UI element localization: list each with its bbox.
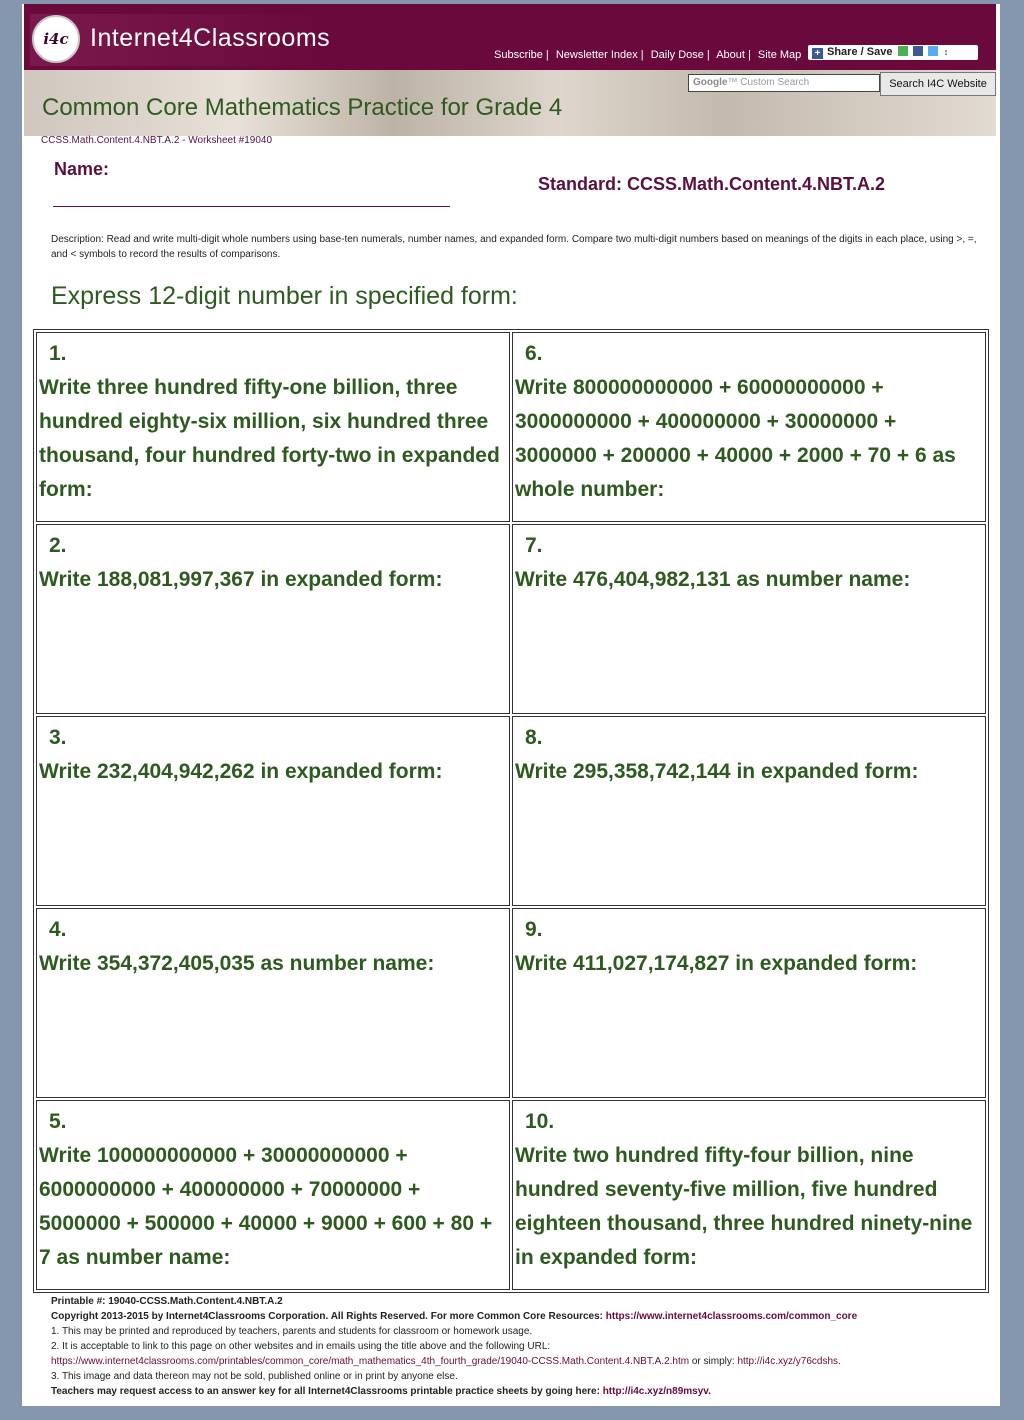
- question-text: Write 411,027,174,827 in expanded form:: [515, 952, 918, 975]
- footer-note-2: 2. It is acceptable to link to this page on other websites and in emails using the title above and the following URL:: [51, 1341, 551, 1352]
- google-brand: Google: [693, 77, 728, 88]
- nav-separator: |: [640, 49, 644, 61]
- page-title: Common Core Mathematics Practice for Grade 4: [42, 94, 563, 121]
- question-number: 4.: [49, 918, 67, 941]
- nav-subscribe[interactable]: Subscribe: [494, 49, 543, 61]
- share-label: Share / Save: [827, 46, 893, 58]
- question-cell: [512, 1100, 986, 1290]
- common-core-link[interactable]: https://www.internet4classrooms.com/common_core: [605, 1311, 858, 1322]
- question-number: 7.: [525, 534, 543, 557]
- name-label: Name:: [54, 159, 110, 179]
- nav-separator: |: [747, 49, 751, 61]
- question-number: 2.: [49, 534, 67, 557]
- worksheet-page: [22, 4, 1000, 1406]
- question-number: 1.: [49, 342, 67, 365]
- name-blank-line: [53, 206, 450, 207]
- question-text: Write 188,081,997,367 in expanded form:: [39, 568, 443, 591]
- site-logo[interactable]: [30, 14, 330, 66]
- question-text: Write 295,358,742,144 in expanded form:: [515, 760, 919, 783]
- standard-label: Standard: CCSS.Math.Content.4.NBT.A.2: [538, 174, 886, 194]
- question-cell: [36, 716, 510, 906]
- search-button[interactable]: Search I4C Website: [880, 72, 996, 96]
- nav-separator: |: [545, 49, 549, 61]
- question-cell: [512, 332, 986, 522]
- answer-key-link[interactable]: http://i4c.xyz/n89msyv: [602, 1386, 709, 1397]
- footer-url-line: https://www.internet4classrooms.com/printables/common_core/math_mathematics_4th_fourth_grade/19040-CCSS.Math.Content.4.NBT.A.2.htm or simply: http://i4c.xyz/y76cdshs.: [51, 1356, 841, 1367]
- short-url-link[interactable]: http://i4c.xyz/y76cdshs: [737, 1356, 839, 1367]
- share-plus-icon: +: [812, 48, 823, 59]
- question-cell: [36, 908, 510, 1098]
- nav-separator: |: [706, 49, 710, 61]
- top-navigation: [494, 49, 801, 61]
- question-cell: [36, 332, 510, 522]
- answer-key-text: Teachers may request access to an answer key for all Internet4Classrooms printable practice sheets by going here:: [51, 1386, 600, 1397]
- footer-note-3: 3. This image and data thereon may not be sold, published online or in print by anyone else.: [51, 1371, 458, 1382]
- breadcrumb: CCSS.Math.Content.4.NBT.A.2 - Worksheet #19040: [41, 135, 273, 146]
- answer-key-line: Teachers may request access to an answer key for all Internet4Classrooms printable practice sheets by going here: http://i4c.xyz/n89msyv.: [51, 1386, 711, 1397]
- logo-mark-icon: i4c: [32, 15, 80, 63]
- question-number: 6.: [525, 342, 543, 365]
- question-number: 3.: [49, 726, 67, 749]
- share-email-icon: [898, 46, 908, 56]
- nav-daily-dose[interactable]: Daily Dose: [650, 49, 704, 61]
- nav-about[interactable]: About: [716, 49, 745, 61]
- footer-note-1: 1. This may be printed and reproduced by teachers, parents and students for classroom or homework usage.: [51, 1326, 533, 1337]
- question-text: Write 354,372,405,035 as number name:: [39, 952, 435, 975]
- question-cell: [512, 716, 986, 906]
- search-placeholder: Custom Search: [740, 77, 810, 88]
- chevron-updown-icon: ↕: [943, 47, 949, 57]
- question-cell: [512, 524, 986, 714]
- description: Description: Read and write multi-digit whole numbers using base-ten numerals, number names, and expanded form. Compare two multi-digit numbers based on meanings of the digits in each place, using >, =, and < symbols to record the results of comparisons.: [51, 234, 977, 260]
- question-text: Write two hundred fifty-four billion, nine hundred seventy-five million, five hundred eighteen thousand, three hundred ninety-nine in expanded form:: [515, 1144, 973, 1269]
- question-number: 9.: [525, 918, 543, 941]
- question-number: 10.: [525, 1110, 555, 1133]
- share-save-button[interactable]: [808, 45, 978, 60]
- worksheet-url-link[interactable]: https://www.internet4classrooms.com/printables/common_core/math_mathematics_4th_fourth_grade/19040-CCSS.Math.Content.4.NBT.A.2.htm: [51, 1356, 690, 1367]
- question-text: Write 232,404,942,262 in expanded form:: [39, 760, 443, 783]
- question-number: 8.: [525, 726, 543, 749]
- question-cell: [36, 1100, 510, 1290]
- question-number: 5.: [49, 1110, 67, 1133]
- question-cell: [512, 908, 986, 1098]
- facebook-icon: [913, 46, 923, 56]
- question-text: Write 476,404,982,131 as number name:: [515, 568, 911, 591]
- search-input[interactable]: Google™ Custom Search: [688, 74, 880, 92]
- instruction-heading: Express 12-digit number in specified form:: [51, 282, 518, 310]
- question-text: Write 800000000000 + 60000000000 + 3000000000 + 400000000 + 30000000 + 3000000 + 200000 + 40000 + 2000 + 70 + 6 as whole number:: [515, 376, 956, 501]
- question-text: Write 100000000000 + 30000000000 + 6000000000 + 400000000 + 70000000 + 5000000 + 500000 + 40000 + 9000 + 600 + 80 + 7 as number name:: [39, 1144, 493, 1269]
- logo-text: Internet4Classrooms: [90, 24, 331, 52]
- nav-site-map[interactable]: Site Map: [757, 49, 802, 61]
- twitter-icon: [928, 46, 938, 56]
- copyright-line: [51, 1309, 991, 1324]
- question-cell: [36, 524, 510, 714]
- url-or-text: or simply:: [689, 1356, 738, 1367]
- printable-number: Printable #: 19040-CCSS.Math.Content.4.NBT.A.2: [51, 1296, 283, 1307]
- questions-grid: [33, 329, 989, 1293]
- question-text: Write three hundred fifty-one billion, three hundred eighty-six million, six hundred three thousand, four hundred forty-two in expanded form:: [39, 376, 500, 501]
- page-footer: [51, 1294, 991, 1399]
- nav-newsletter-index[interactable]: Newsletter Index: [555, 49, 638, 61]
- copyright-text: Copyright 2013-2015 by Internet4Classrooms Corporation. All Rights Reserved. For more Common Core Resources:: [51, 1311, 603, 1322]
- site-header: [24, 4, 996, 70]
